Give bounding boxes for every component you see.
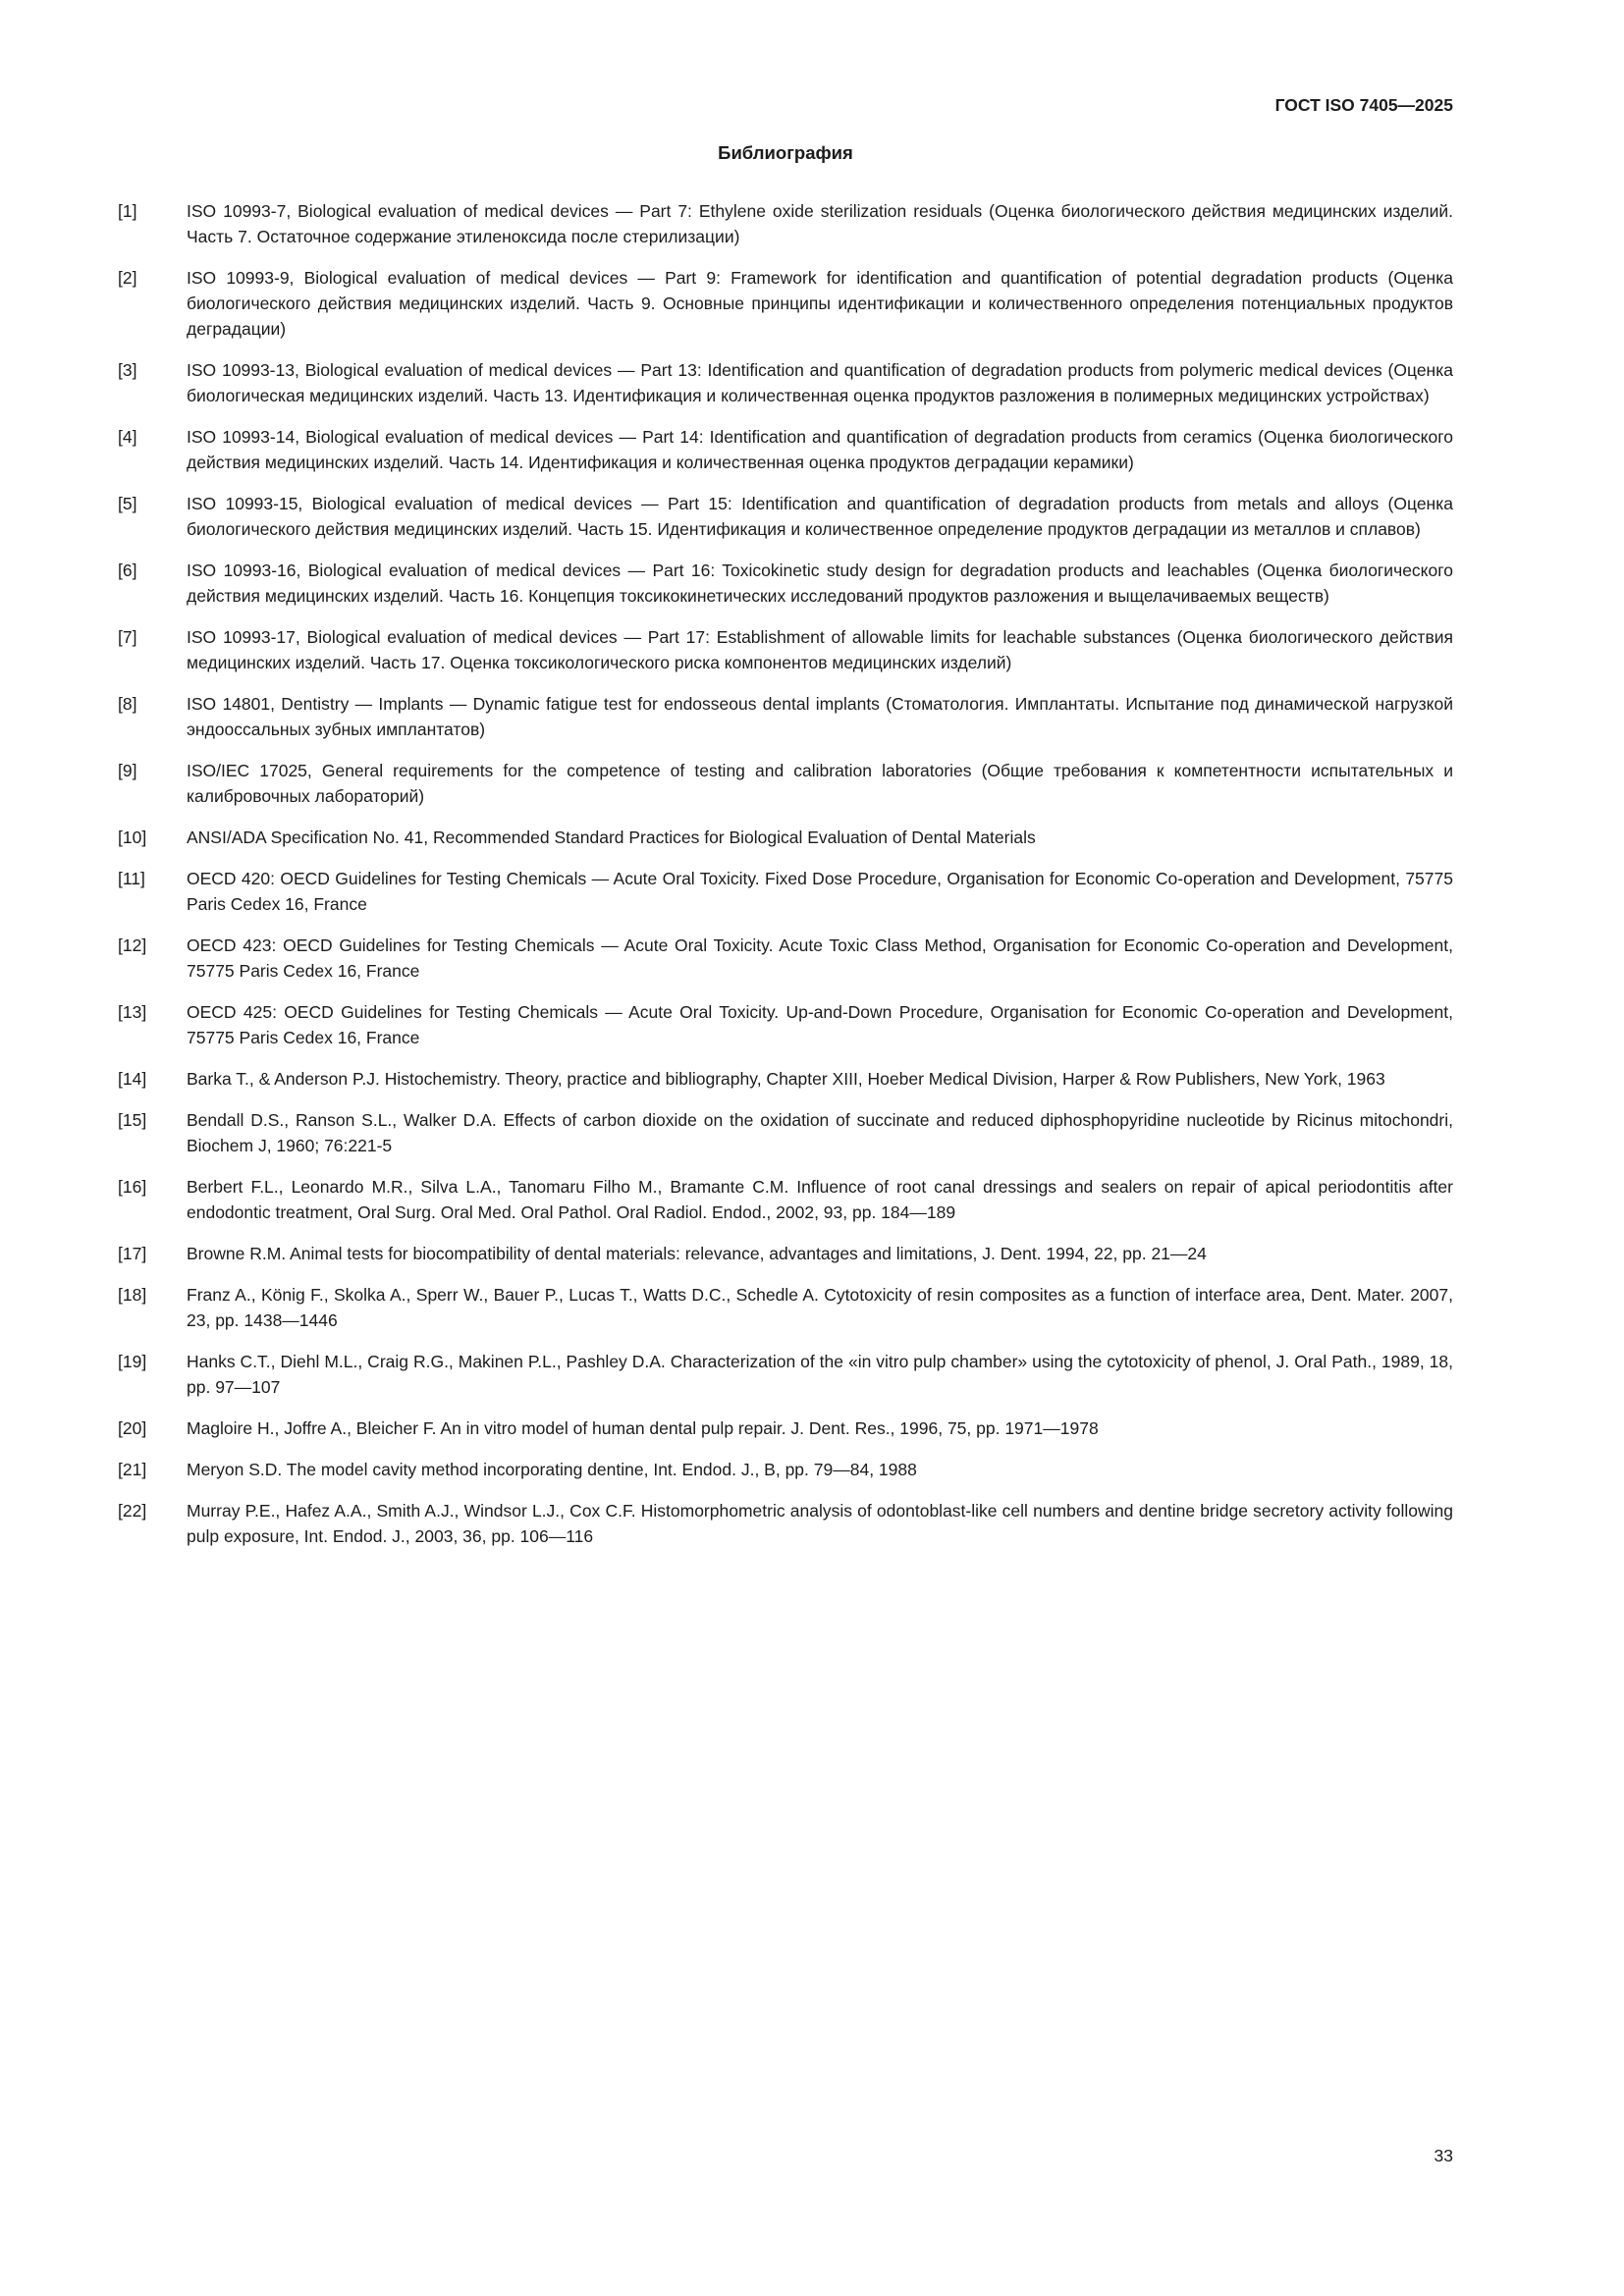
- reference-number: [3]: [118, 360, 137, 380]
- reference-row: [118, 357, 1453, 408]
- reference-number: [22]: [118, 1501, 147, 1521]
- reference-text: OECD 425: OECD Guidelines for Testing Chemicals — Acute Oral Toxicity. Up-and-Down Procedure, Organisation for Economic Co-operation and Development, 75775 Paris Cedex 16, France: [187, 1002, 1453, 1047]
- reference-text: ISO/IEC 17025, General requirements for the competence of testing and calibration laboratories (Общие требования к компетентности испытательных и калибровочных лабораторий): [187, 761, 1453, 806]
- reference-text: Magloire H., Joffre A., Bleicher F. An in vitro model of human dental pulp repair. J. Dent. Res., 1996, 75, pp. 1971—1978: [187, 1418, 1099, 1438]
- page-number: 33: [1434, 2146, 1453, 2165]
- reference-number: [17]: [118, 1244, 147, 1263]
- reference-text: Berbert F.L., Leonardo M.R., Silva L.A., Tanomaru Filho M., Bramante C.M. Influence of root canal dressings and sealers on repair of apical periodontitis after endodontic treatment, Oral Surg. Oral Med. Oral Pathol. Oral Radiol. Endod., 2002, 93, pp. 184—189: [187, 1177, 1453, 1222]
- reference-text: ISO 10993-9, Biological evaluation of medical devices — Part 9: Framework for identification and quantification of potential degradation products (Оценка биологического действия медицинских изделий. Часть 9. Основные принципы идентификации и количественного определения потенциальных продуктов деградации): [187, 268, 1453, 339]
- reference-text: Browne R.M. Animal tests for biocompatibility of dental materials: relevance, advantages and limitations, J. Dent. 1994, 22, pp. 21—24: [187, 1244, 1207, 1263]
- reference-row: [118, 1282, 1453, 1333]
- reference-number: [8]: [118, 694, 137, 714]
- references-list: [118, 198, 1453, 1549]
- reference-text: ISO 10993-17, Biological evaluation of medical devices — Part 17: Establishment of allowable limits for leachable substances (Оценка биологического действия медицинских изделий. Часть 17. Оценка токсикологического риска компонентов медицинских изделий): [187, 627, 1453, 672]
- reference-row: [118, 491, 1453, 542]
- reference-number: [21]: [118, 1460, 147, 1479]
- reference-row: [118, 758, 1453, 809]
- reference-text: ISO 10993-14, Biological evaluation of medical devices — Part 14: Identification and quantification of degradation products from ceramics (Оценка биологического действия медицинских изделий. Часть 14. Идентификация и количественная оценка продуктов деградации керамики): [187, 427, 1453, 472]
- reference-number: [10]: [118, 828, 147, 847]
- reference-text: Barka T., & Anderson P.J. Histochemistry. Theory, practice and bibliography, Chapter XIII, Hoeber Medical Division, Harper & Row Publishers, New York, 1963: [187, 1069, 1385, 1089]
- reference-text: ISO 10993-15, Biological evaluation of medical devices — Part 15: Identification and quantification of degradation products from metals and alloys (Оценка биологического действия медицинских изделий. Часть 15. Идентификация и количественное определение продуктов деградации из металлов и сплавов): [187, 494, 1453, 539]
- reference-number: [12]: [118, 935, 147, 955]
- reference-text: ISO 10993-7, Biological evaluation of medical devices — Part 7: Ethylene oxide sterilization residuals (Оценка биологического действия медицинских изделий. Часть 7. Остаточное содержание этиленоксида после стерилизации): [187, 201, 1453, 246]
- reference-row: [118, 1349, 1453, 1400]
- reference-text: Franz A., König F., Skolka A., Sperr W., Bauer P., Lucas T., Watts D.C., Schedle A. Cytotoxicity of resin composites as a function of interface area, Dent. Mater. 2007, 23, pp. 1438—1446: [187, 1285, 1453, 1330]
- reference-number: [13]: [118, 1002, 147, 1022]
- reference-text: ANSI/ADA Specification No. 41, Recommended Standard Practices for Biological Evaluation of Dental Materials: [187, 828, 1036, 847]
- reference-row: [118, 265, 1453, 342]
- reference-number: [16]: [118, 1177, 147, 1197]
- reference-text: Hanks C.T., Diehl M.L., Craig R.G., Makinen P.L., Pashley D.A. Characterization of the «in vitro pulp chamber» using the cytotoxicity of phenol, J. Oral Path., 1989, 18, pp. 97—107: [187, 1352, 1453, 1397]
- reference-number: [9]: [118, 761, 137, 780]
- reference-number: [4]: [118, 427, 137, 447]
- reference-row: [118, 424, 1453, 475]
- reference-row: [118, 999, 1453, 1050]
- reference-number: [6]: [118, 561, 137, 580]
- reference-text: ISO 10993-16, Biological evaluation of medical devices — Part 16: Toxicokinetic study design for degradation products and leachables (Оценка биологического действия медицинских изделий. Часть 16. Концепция токсикокинетических исследований продуктов разложения и выщелачиваемых веществ): [187, 561, 1453, 606]
- reference-number: [14]: [118, 1069, 147, 1089]
- reference-text: Bendall D.S., Ranson S.L., Walker D.A. Effects of carbon dioxide on the oxidation of succinate and reduced diphosphopyridine nucleotide by Ricinus mitochondri, Biochem J, 1960; 76:221-5: [187, 1110, 1453, 1155]
- reference-text: Meryon S.D. The model cavity method incorporating dentine, Int. Endod. J., B, pp. 79—84, 1988: [187, 1460, 917, 1479]
- reference-number: [20]: [118, 1418, 147, 1438]
- reference-number: [15]: [118, 1110, 147, 1130]
- reference-row: [118, 1498, 1453, 1549]
- reference-row: [118, 624, 1453, 675]
- reference-row: [118, 1174, 1453, 1225]
- reference-number: [5]: [118, 494, 137, 513]
- reference-row: [118, 558, 1453, 609]
- reference-text: ISO 14801, Dentistry — Implants — Dynamic fatigue test for endosseous dental implants (Стоматология. Имплантаты. Испытание под динамической нагрузкой эндооссальных зубных имплантатов): [187, 694, 1453, 739]
- reference-number: [7]: [118, 627, 137, 647]
- reference-row: [118, 1415, 1453, 1441]
- reference-row: [118, 1457, 1453, 1482]
- reference-text: Murray P.E., Hafez A.A., Smith A.J., Windsor L.J., Cox C.F. Histomorphometric analysis of odontoblast-like cell numbers and dentine bridge secretory activity following pulp exposure, Int. Endod. J., 2003, 36, pp. 106—116: [187, 1501, 1453, 1546]
- reference-number: [11]: [118, 869, 145, 888]
- reference-row: [118, 866, 1453, 917]
- reference-number: [19]: [118, 1352, 147, 1371]
- reference-number: [2]: [118, 268, 137, 288]
- reference-row: [118, 691, 1453, 742]
- page-title: Библиография: [718, 142, 853, 163]
- reference-row: [118, 1241, 1453, 1266]
- reference-row: [118, 1066, 1453, 1092]
- reference-number: [18]: [118, 1285, 147, 1305]
- reference-text: OECD 423: OECD Guidelines for Testing Chemicals — Acute Oral Toxicity. Acute Toxic Class Method, Organisation for Economic Co-operation and Development, 75775 Paris Cedex 16, France: [187, 935, 1453, 981]
- reference-row: [118, 198, 1453, 249]
- reference-text: OECD 420: OECD Guidelines for Testing Chemicals — Acute Oral Toxicity. Fixed Dose Procedure, Organisation for Economic Co-operation and Development, 75775 Paris Cedex 16, France: [187, 869, 1453, 914]
- reference-row: [118, 825, 1453, 850]
- reference-row: [118, 933, 1453, 984]
- reference-number: [1]: [118, 201, 137, 221]
- standard-number-header: ГОСТ ISO 7405—2025: [1274, 95, 1453, 115]
- reference-row: [118, 1107, 1453, 1158]
- reference-text: ISO 10993-13, Biological evaluation of medical devices — Part 13: Identification and quantification of degradation products from polymeric medical devices (Оценка биологическая медицинских изделий. Часть 13. Идентификация и количественная оценка продуктов разложения в полимерных медицинских устройствах): [187, 360, 1453, 405]
